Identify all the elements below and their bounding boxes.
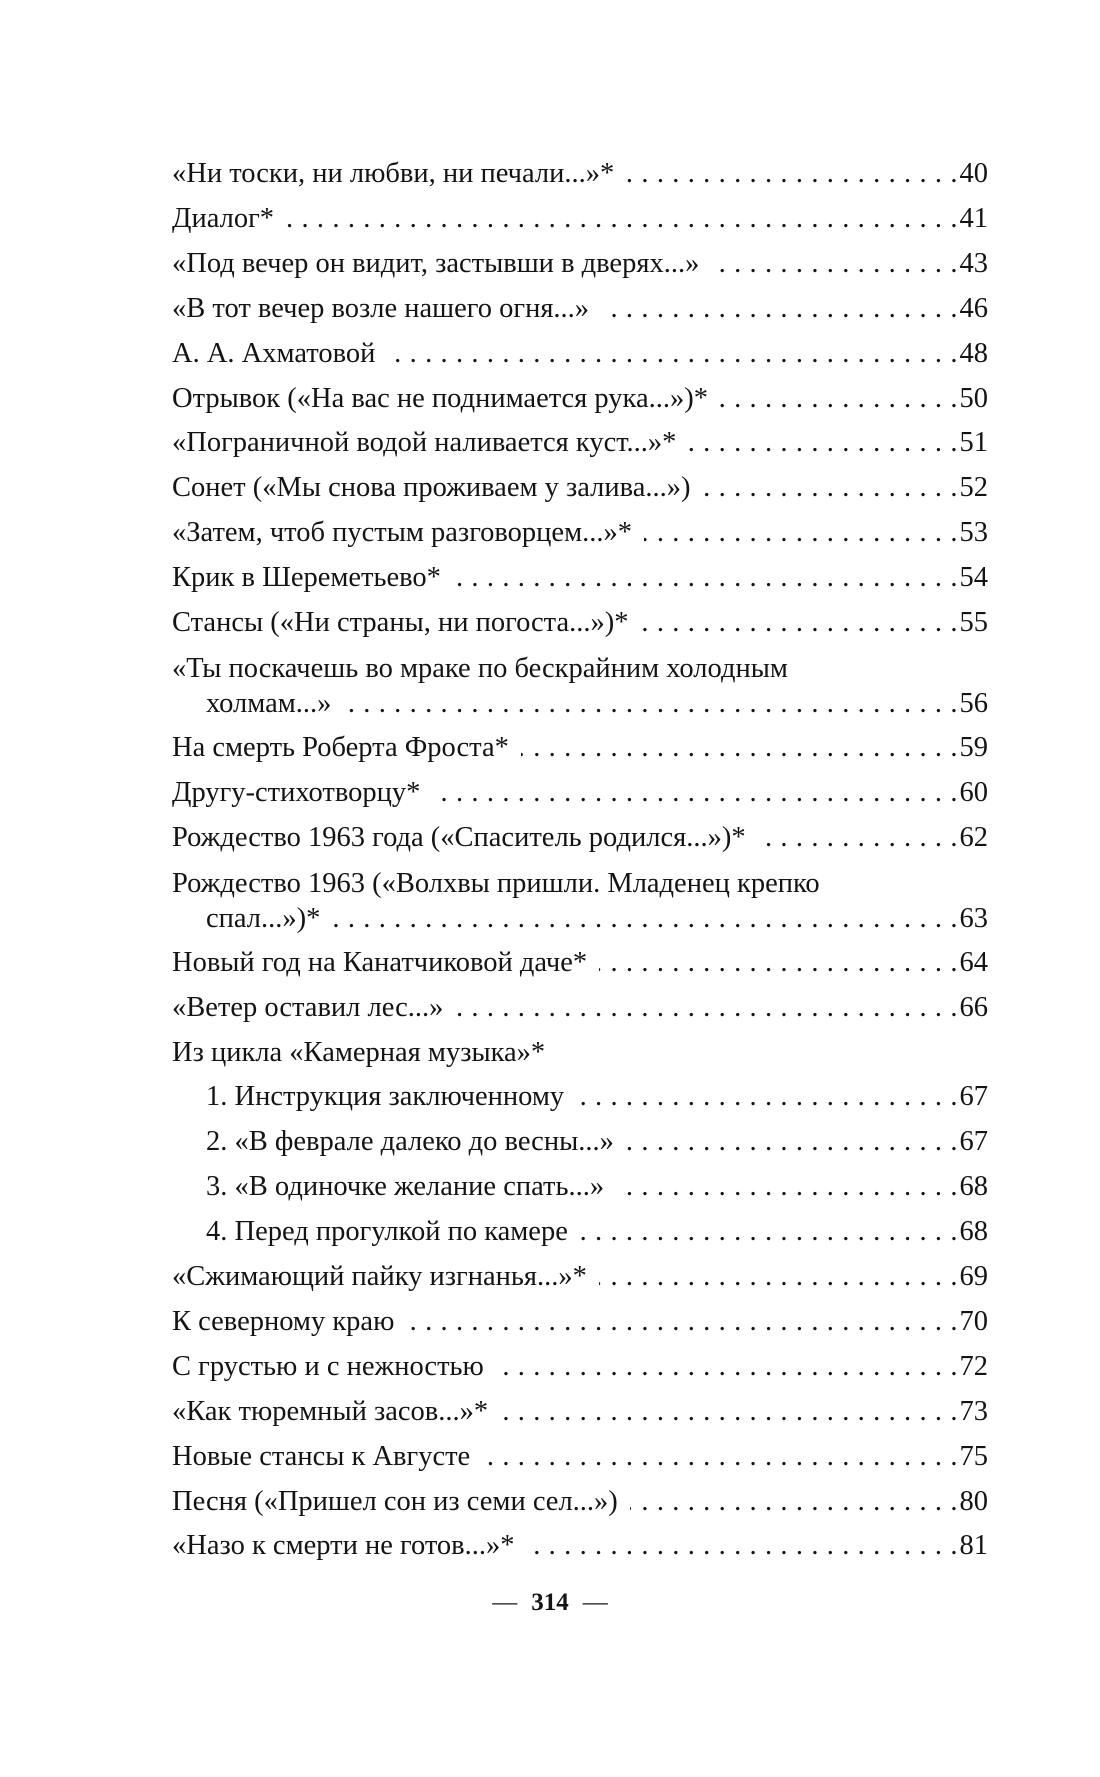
toc-entry-title: С грустью и с нежностью [172,1350,484,1382]
toc-entry-continuation [172,686,988,721]
toc-entry-title: Из цикла «Камерная музыка»* [172,1036,546,1068]
toc-entry-title: 2. «В феврале далеко до весны...» [206,1126,614,1158]
toc-entry-page: 72 [959,1350,988,1382]
toc-entry-title: Рождество 1963 («Волхвы пришли. Младенец крепко [172,867,820,899]
toc-entry-title: Крик в Шереметьево* [172,562,441,594]
dot-leader [630,1480,958,1525]
toc-entry-page: 60 [959,776,988,808]
dot-leader [702,466,957,511]
toc-entry-page: 63 [959,902,988,934]
dot-leader [599,941,957,986]
dot-leader [599,1255,958,1300]
toc-entry [172,466,988,511]
toc-entry [172,816,988,861]
toc-entry-title: Отрывок («На вас не поднимается рука...»)* [172,382,708,414]
toc-entry-title: «Пограничной водой наливается куст...»* [172,427,677,459]
dot-leader [406,1300,957,1345]
dot-leader [500,1390,957,1435]
toc-entry [172,771,988,816]
toc-entry-page: 70 [959,1305,988,1337]
dot-leader [387,332,957,377]
toc-entry [172,1435,988,1480]
toc-entry-title: Новые стансы к Августе [172,1440,471,1472]
toc-entry-page: 48 [959,337,988,369]
toc-entry-title: «Под вечер он видит, застывши в дверях...» [172,247,700,279]
toc-entry [172,556,988,601]
toc-entry [172,1480,988,1525]
toc-sub-entry [172,1210,988,1255]
toc-entry-page: 46 [959,292,988,324]
toc-entry-title: «Как тюремный засов...»* [172,1395,489,1427]
toc-entry-page: 62 [959,821,988,853]
toc-entry-page: 40 [959,158,988,189]
toc-entry-title: На смерть Роберта Фроста* [172,731,509,763]
toc-entry-title: «Ни тоски, ни любви, ни печали...»* [172,158,615,189]
toc-entry-page: 69 [959,1261,988,1293]
toc-entry-title: 1. Инструкция заключенному [206,1081,565,1113]
toc-entry-page: 67 [959,1126,988,1158]
dot-leader [688,421,957,466]
dot-leader [496,1345,958,1390]
toc-entry-page: 67 [959,1081,988,1113]
toc-entry [172,242,988,287]
toc-entry-page: 52 [959,472,988,504]
toc-entry-title: Новый год на Канатчиковой даче* [172,946,588,978]
toc-entry [172,1255,988,1300]
toc-entry-page: 59 [959,731,988,763]
toc-cycle-heading [172,1031,988,1076]
toc-entry-page: 43 [959,247,988,279]
toc-entry-title: К северному краю [172,1305,395,1337]
dot-leader [521,726,958,771]
toc-entry [172,986,988,1031]
toc-entry [172,377,988,422]
dot-leader [758,816,958,861]
toc-entry [172,1345,988,1390]
dot-leader [601,287,957,332]
toc-entry-continuation [172,901,988,936]
dot-leader [343,686,957,721]
toc-entry-title: Стансы («Ни страны, ни погоста...»)* [172,607,629,639]
toc-entry [172,861,988,941]
toc-entry-title: «Ветер оставил лес...» [172,991,444,1023]
toc-entry [172,1390,988,1435]
toc-entry-page: 54 [959,562,988,594]
dot-leader [527,1524,958,1569]
folio-dash-right: — [582,1589,608,1616]
toc-entry [172,332,988,377]
toc-entry-title: Песня («Пришел сон из семи сел...») [172,1485,618,1517]
toc-entry-page: 68 [959,1216,988,1248]
toc-entry [172,1300,988,1345]
toc-entry-page: 50 [959,382,988,414]
dot-leader [720,377,958,422]
toc-entry-title: 4. Перед прогулкой по камере [206,1216,568,1248]
dot-leader [576,1075,957,1120]
dot-leader [626,152,957,197]
toc-entry-title: Другу-стихотворцу* [172,776,421,808]
toc-entry-title: «В тот вечер возле нашего огня...» [172,292,590,324]
toc-entry-page: 64 [959,946,988,978]
toc-entry-page: 53 [959,517,988,549]
toc-entry [172,511,988,556]
dot-leader [286,197,957,242]
toc-entry-page: 80 [959,1485,988,1517]
dot-leader [711,242,957,287]
table-of-contents [172,152,988,1569]
folio-dash-left: — [492,1589,518,1616]
dot-leader [332,901,957,936]
toc-entry-page: 56 [959,687,988,719]
toc-entry-page: 68 [959,1171,988,1203]
dot-leader [616,1165,957,1210]
toc-entry-title: Сонет («Мы снова проживаем у залива...») [172,472,691,504]
toc-entry-page: 75 [959,1440,988,1472]
toc-sub-entry [172,1075,988,1120]
toc-entry-title-continued: спал...»)* [206,902,321,934]
toc-entry-page: 66 [959,991,988,1023]
toc-entry-page: 81 [959,1530,988,1562]
toc-entry-title: 3. «В одиночке желание спать...» [206,1171,605,1203]
toc-entry-page: 73 [959,1395,988,1427]
toc-entry-page: 51 [959,427,988,459]
toc-entry-title: «Затем, чтоб пустым разговорцем...»* [172,517,632,549]
toc-entry [172,287,988,332]
dot-leader [482,1435,957,1480]
toc-entry-page: 55 [959,607,988,639]
toc-entry [172,197,988,242]
dot-leader [626,1120,958,1165]
page-number [0,1588,1100,1618]
dot-leader [432,771,957,816]
toc-entry [172,152,988,197]
dot-leader [453,556,958,601]
dot-leader [644,511,958,556]
folio-number: 314 [531,1589,569,1616]
toc-entry-page: 41 [959,202,988,234]
dot-leader [455,986,957,1031]
toc-entry [172,1524,988,1569]
toc-entry-title: А. А. Ахматовой [172,337,376,369]
dot-leader [580,1210,958,1255]
toc-entry-title: «Назо к смерти не готов...»* [172,1530,515,1562]
toc-entry [172,601,988,646]
toc-entry-title-continued: холмам...» [206,687,332,719]
toc-entry-title: «Ты поскачешь во мраке по бескрайним холодным [172,652,788,684]
toc-sub-entry [172,1165,988,1210]
toc-entry [172,726,988,771]
toc-sub-entry [172,1120,988,1165]
toc-entry [172,421,988,466]
toc-entry [172,646,988,726]
dot-leader [641,601,958,646]
toc-entry-title: Диалог* [172,202,275,234]
toc-entry-title: «Сжимающий пайку изгнанья...»* [172,1261,587,1293]
toc-entry-title: Рождество 1963 года («Спаситель родился...»)* [172,821,746,853]
toc-entry [172,941,988,986]
